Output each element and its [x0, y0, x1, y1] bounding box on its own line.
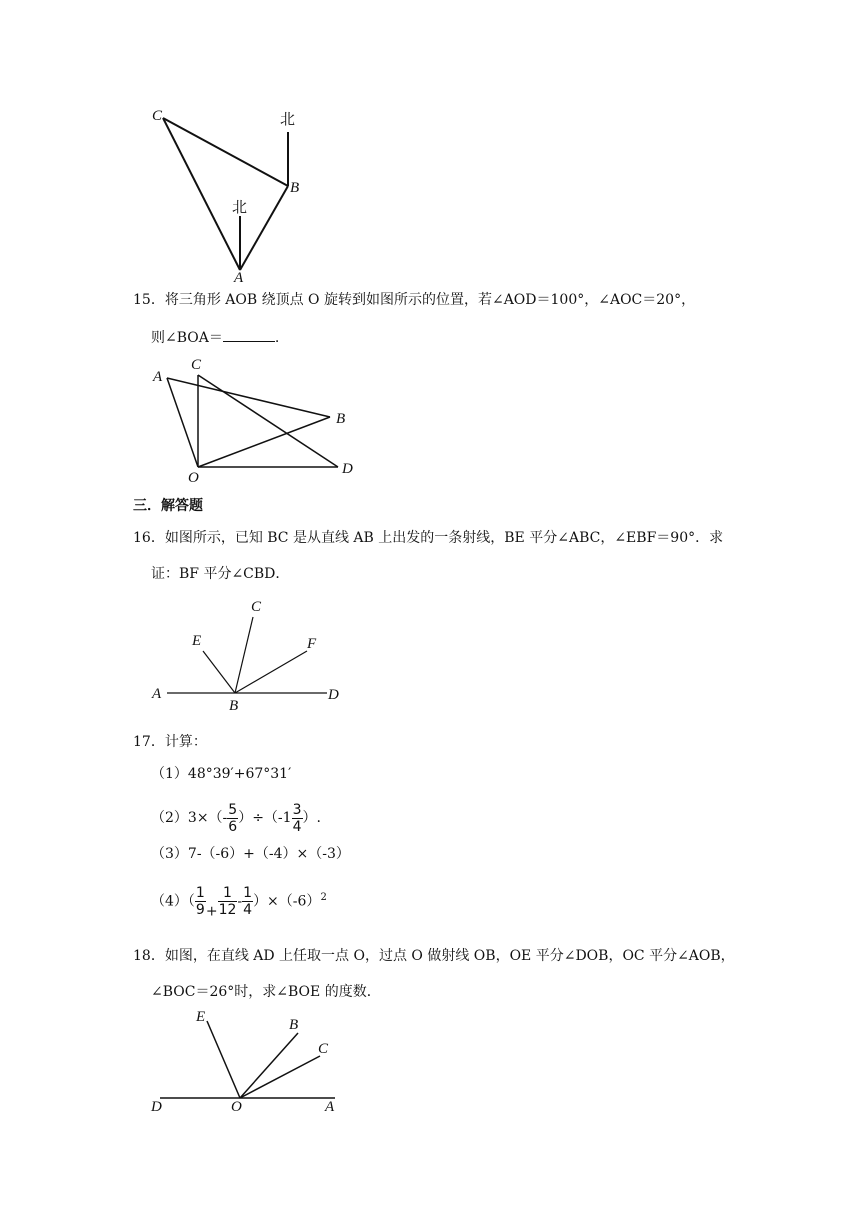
exponent: 2 — [320, 892, 327, 903]
q17-part4 — [151, 876, 327, 920]
label-b: B — [289, 1017, 299, 1033]
q17-part1: （1）48°39′+67°31′ — [151, 766, 292, 782]
label-f: F — [307, 636, 317, 652]
figure-north-triangle — [140, 100, 320, 285]
label-e: E — [192, 633, 202, 649]
q17-part2 — [151, 798, 321, 838]
label-c: C — [251, 599, 262, 615]
fraction-1-9: $\frac{1}{9}$ — [195, 885, 205, 919]
figure-rotated-triangle — [145, 355, 370, 485]
label-c: C — [191, 357, 202, 373]
label-d: D — [151, 1099, 162, 1115]
label-e: E — [196, 1009, 206, 1025]
label-a: A — [234, 270, 244, 285]
q17-p2-c: ）. — [302, 810, 321, 826]
label-d: D — [328, 687, 339, 703]
figure-angle-rays — [145, 1005, 355, 1120]
label-north-top: 北 — [280, 110, 296, 128]
label-o: O — [188, 470, 199, 485]
q15-line2-prefix: 则∠BOA＝ — [151, 330, 223, 346]
q15-line2 — [151, 327, 279, 348]
plus-sign: + — [205, 903, 218, 920]
q16-line1: 16．如图所示，已知 BC 是从直线 AB 上出发的一条射线，BE 平分∠ABC，∠EBF＝90°．求 — [133, 530, 724, 546]
label-a: A — [153, 369, 163, 385]
label-o: O — [231, 1099, 242, 1115]
q17-title: 17．计算： — [133, 734, 207, 750]
fraction-3-4: $\frac{3}{4}$ — [292, 801, 302, 835]
label-a: A — [325, 1099, 335, 1115]
label-b: B — [336, 411, 346, 427]
q18-line1: 18．如图，在直线 AD 上任取一点 O，过点 O 做射线 OB，OE 平分∠DOB，OC 平分∠AOB， — [133, 948, 735, 964]
q17-p4-a: （4）（ — [151, 893, 195, 910]
label-north-bottom: 北 — [232, 198, 248, 216]
figure-bisector — [145, 595, 355, 720]
label-b: B — [290, 180, 300, 196]
q18-line2: ∠BOC＝26°时，求∠BOE 的度数． — [151, 984, 381, 1000]
label-c: C — [152, 108, 163, 124]
q17-p2-a: （2）3×（- — [151, 810, 228, 826]
label-c: C — [318, 1041, 329, 1057]
label-b: B — [229, 698, 239, 714]
fraction-1-12: $\frac{1}{12}$ — [218, 885, 237, 919]
q17-p2-b: ）÷（-1 — [238, 810, 292, 826]
q16-line2: 证：BF 平分∠CBD． — [151, 566, 290, 582]
q17-part3: （3）7-（-6）+（-4）×（-3） — [151, 846, 350, 862]
minus-sign: - — [237, 893, 243, 910]
section-title: 三．解答题 — [133, 498, 203, 514]
label-a: A — [152, 686, 162, 702]
fraction-1-4: $\frac{1}{4}$ — [243, 885, 253, 919]
q15-line2-suffix: . — [274, 330, 280, 346]
label-d: D — [342, 461, 353, 477]
fraction-5-6: $\frac{5}{6}$ — [228, 801, 238, 835]
answer-blank — [223, 327, 275, 342]
q17-p4-b: ）×（-6） — [253, 893, 321, 910]
q15-line1: 15．将三角形 AOB 绕顶点 O 旋转到如图所示的位置，若∠AOD＝100°，∠AOC＝20°， — [133, 292, 696, 308]
